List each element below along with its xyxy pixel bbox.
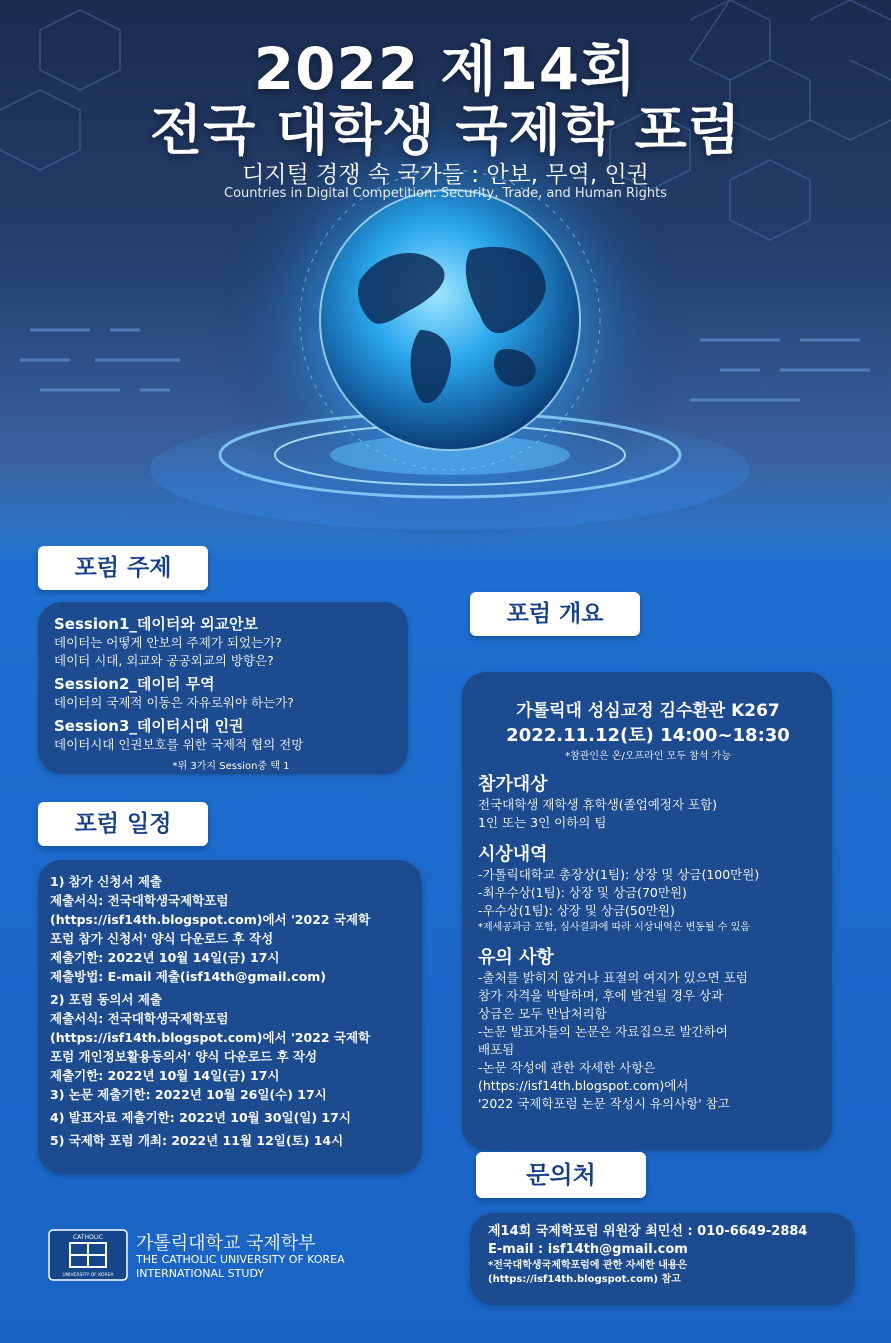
event-datetime: 2022.11.12(토) 14:00~18:30 — [506, 725, 790, 746]
contact-note-2: (https://isf14th.blogspot.com) 참고 — [488, 1274, 681, 1285]
awards-note: *제세공과금 포함, 심사결과에 따라 시상내역은 변동될 수 있음 — [478, 922, 750, 933]
award-line: -우수상(1팀): 상장 및 상금(50만원) — [478, 903, 675, 918]
schedule-line: 5) 국제학 포럼 개최: 2022년 11월 12일(토) 14시 — [50, 1133, 344, 1148]
schedule-line: 3) 논문 제출기한: 2022년 10월 26일(수) 17시 — [50, 1087, 327, 1102]
department-name-ko: 가톨릭대학교 국제학부 — [136, 1233, 316, 1254]
session-3-title: Session3_데이터시대 인권 — [54, 717, 244, 735]
overview-box — [462, 672, 832, 1150]
title-line-1: 2022 제14회 — [253, 35, 638, 103]
svg-text:CATHOLIC: CATHOLIC — [72, 1234, 104, 1241]
schedule-line: 제출기한: 2022년 10월 14일(금) 17시 — [50, 950, 280, 965]
subtitle-english: Countries in Digital Competition: Security, Trade, and Human Rights — [224, 186, 667, 201]
caution-line: -논문 작성에 관한 자세한 사항은 — [478, 1060, 656, 1075]
venue: 가톨릭대 성심교정 김수환관 K267 — [516, 701, 780, 721]
award-line: -가톨릭대학교 총장상(1팀): 상장 및 상금(100만원) — [478, 867, 760, 882]
awards-heading: 시상내역 — [478, 844, 548, 865]
subtitle-korean: 디지털 경쟁 속 국가들 : 안보, 무역, 인권 — [242, 162, 649, 188]
topics-heading: 포럼 주제 — [38, 546, 208, 590]
eligibility-line: 전국대학생 재학생 휴학생(졸업예정자 포함) — [478, 797, 718, 812]
datetime-note: *참관인은 온/오프라인 모두 참석 가능 — [565, 751, 731, 762]
overview-heading: 포럼 개요 — [470, 592, 640, 636]
topics-box — [38, 602, 408, 774]
caution-line: (https://isf14th.blogspot.com)에서 — [478, 1078, 689, 1093]
session-1-title: Session1_데이터와 외교안보 — [54, 615, 259, 633]
university-logo-icon — [48, 1229, 128, 1281]
schedule-line: 2) 포럼 동의서 제출 — [50, 992, 162, 1007]
contact-note-1: *전국대학생국제학포럼에 관한 자세한 내용은 — [488, 1260, 688, 1271]
department-name-en — [136, 1253, 345, 1281]
schedule-line: 포럼 참가 신청서' 양식 다운로드 후 작성 — [50, 931, 274, 946]
session-1-line-1: 데이터는 어떻게 안보의 주제가 되었는가? — [54, 635, 282, 650]
contact-email: E-mail : isf14th@gmail.com — [488, 1242, 688, 1257]
schedule-line: 제출서식: 전국대학생국제학포럼 — [50, 893, 229, 908]
schedule-line: 1) 참가 신청서 제출 — [50, 874, 162, 889]
department-name-en-line-1: THE CATHOLIC UNIVERSITY OF KOREA — [136, 1253, 345, 1266]
schedule-box — [38, 860, 422, 1174]
caution-line: -논문 발표자들의 논문은 자료집으로 발간하여 — [478, 1024, 728, 1039]
caution-line: -출처를 밝히지 않거나 표절의 여지가 있으면 포럼 — [478, 970, 748, 985]
schedule-line: 4) 발표자료 제출기한: 2022년 10월 30일(일) 17시 — [50, 1110, 351, 1125]
session-note: *위 3가지 Session중 택 1 — [172, 761, 290, 772]
caution-line: 배포됨 — [478, 1042, 515, 1057]
session-2-title: Session2_데이터 무역 — [54, 675, 215, 693]
session-2-line-1: 데이터의 국제적 이동은 자유로워야 하는가? — [54, 695, 294, 710]
schedule-line: (https://isf14th.blogspot.com)에서 '2022 국제학 — [50, 912, 371, 927]
schedule-line: 포럼 개인정보활용동의서' 양식 다운로드 후 작성 — [50, 1049, 318, 1064]
session-1-line-2: 데이터 시대, 외교와 공공외교의 방향은? — [54, 653, 274, 668]
contact-heading: 문의처 — [476, 1152, 646, 1198]
contact-box — [470, 1213, 855, 1305]
caution-line: 참가 자격을 박탈하며, 후에 발견될 경우 상과 — [478, 988, 724, 1003]
contact-chair: 제14회 국제학포럼 위원장 최민선 : 010-6649-2884 — [488, 1224, 808, 1239]
schedule-line: 제출서식: 전국대학생국제학포럼 — [50, 1011, 229, 1026]
session-3-line-1: 데이터시대 인권보호를 위한 국제적 협의 전망 — [54, 737, 304, 752]
caution-line: 상금은 모두 반납처리함 — [478, 1006, 607, 1021]
title-line-2: 전국 대학생 국제학 포럼 — [149, 99, 742, 162]
schedule-line: 제출방법: E-mail 제출(isf14th@gmail.com) — [50, 969, 327, 984]
eligibility-heading: 참가대상 — [478, 774, 548, 795]
award-line: -최우수상(1팀): 상장 및 상금(70만원) — [478, 885, 687, 900]
schedule-line: (https://isf14th.blogspot.com)에서 '2022 국제학 — [50, 1030, 371, 1045]
schedule-heading: 포럼 일정 — [38, 802, 208, 846]
department-name-en-line-2: INTERNATIONAL STUDY — [136, 1267, 265, 1280]
svg-text:UNIVERSITY OF KOREA: UNIVERSITY OF KOREA — [62, 1273, 114, 1278]
hero-banner — [0, 0, 891, 560]
schedule-line: 제출기한: 2022년 10월 14일(금) 17시 — [50, 1068, 280, 1083]
caution-line: '2022 국제학포럼 논문 작성시 유의사항' 참고 — [478, 1096, 730, 1111]
eligibility-line: 1인 또는 3인 이하의 팀 — [478, 815, 607, 830]
cautions-heading: 유의 사항 — [478, 947, 554, 968]
